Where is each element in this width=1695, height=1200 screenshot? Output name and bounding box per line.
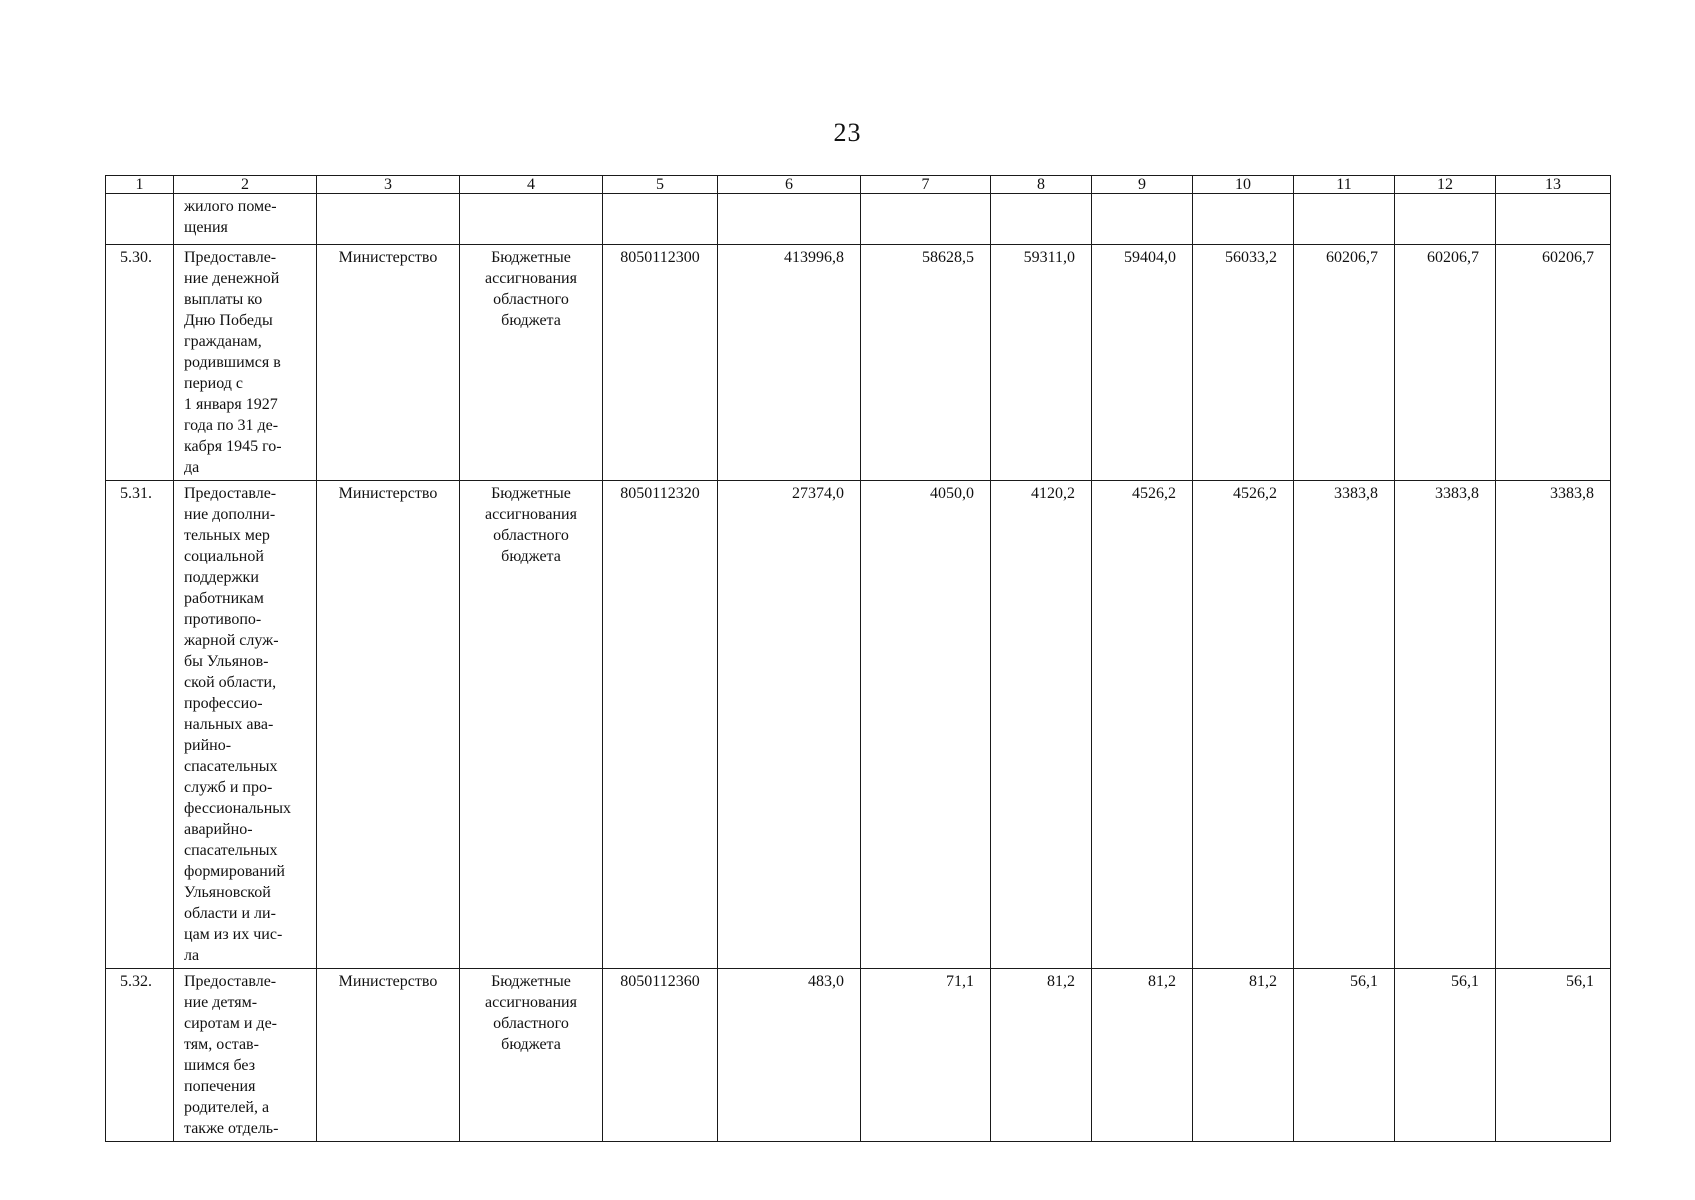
source-line: Бюджетные — [491, 249, 571, 266]
table-row — [106, 969, 1611, 1142]
name-line: цам из их чис- — [184, 926, 283, 943]
name-line: спасательных — [184, 842, 278, 859]
name-line: социальной — [184, 548, 264, 565]
value-cell: 59311,0 — [991, 245, 1092, 481]
name-line: Предоставле- — [184, 249, 277, 266]
code-cell: 8050112300 — [603, 245, 718, 481]
value-cell: 56,1 — [1496, 969, 1611, 1142]
name-line: да — [184, 459, 200, 476]
value-cell: 4120,2 — [991, 481, 1092, 969]
column-header: 9 — [1092, 176, 1193, 194]
name-line: выплаты ко — [184, 291, 263, 308]
name-line: Ульяновской — [184, 884, 271, 901]
name-line: аварийно- — [184, 821, 253, 838]
name-line: жарной служ- — [184, 632, 279, 649]
value-cell: 81,2 — [991, 969, 1092, 1142]
value-cell: 56,1 — [1395, 969, 1496, 1142]
source-cell — [460, 969, 603, 1142]
name-line: области и ли- — [184, 905, 276, 922]
row-number-cell: 5.30. — [106, 245, 174, 481]
name-line: родителей, а — [184, 1099, 270, 1116]
name-line: ла — [184, 947, 200, 964]
source-cell — [460, 481, 603, 969]
value-cell: 60206,7 — [1496, 245, 1611, 481]
name-line: шимся без — [184, 1057, 256, 1074]
name-line: бы Ульянов- — [184, 653, 269, 670]
name-line: спасательных — [184, 758, 278, 775]
value-cell: 483,0 — [718, 969, 861, 1142]
value-cell — [1092, 194, 1193, 245]
value-cell: 3383,8 — [1294, 481, 1395, 969]
column-header: 6 — [718, 176, 861, 194]
name-line: Дню Победы — [184, 312, 273, 329]
column-number-row — [106, 176, 1611, 194]
value-cell — [1294, 194, 1395, 245]
code-cell: 8050112360 — [603, 969, 718, 1142]
source-line: ассигнования — [485, 270, 577, 287]
source-line: бюджета — [501, 1036, 561, 1053]
source-cell — [460, 194, 603, 245]
executor-cell — [317, 194, 460, 245]
name-line: года по 31 де- — [184, 417, 279, 434]
value-cell — [1193, 194, 1294, 245]
name-line: фессиональных — [184, 800, 292, 817]
measure-name-cell — [174, 481, 317, 969]
source-line: областного — [493, 527, 569, 544]
name-line: также отдель- — [184, 1120, 279, 1137]
source-line: Бюджетные — [491, 973, 571, 990]
name-line: родившимся в — [184, 354, 281, 371]
row-number-cell: 5.31. — [106, 481, 174, 969]
name-line: противопо- — [184, 611, 262, 628]
value-cell: 56033,2 — [1193, 245, 1294, 481]
value-cell: 59404,0 — [1092, 245, 1193, 481]
name-line: профессио- — [184, 695, 263, 712]
name-line: Предоставле- — [184, 485, 277, 502]
name-line: Предоставле- — [184, 973, 277, 990]
value-cell: 60206,7 — [1294, 245, 1395, 481]
row-number-cell — [106, 194, 174, 245]
column-header: 5 — [603, 176, 718, 194]
measure-name-cell — [174, 245, 317, 481]
source-line: бюджета — [501, 312, 561, 329]
name-line: ние дополни- — [184, 506, 276, 523]
name-line: нальных ава- — [184, 716, 274, 733]
name-line: ние детям- — [184, 994, 258, 1011]
code-cell: 8050112320 — [603, 481, 718, 969]
name-line: период с — [184, 375, 244, 392]
table-row — [106, 481, 1611, 969]
name-line: жилого поме- — [184, 198, 277, 215]
name-line: гражданам, — [184, 333, 262, 350]
executor-cell: Министерство — [317, 481, 460, 969]
column-header: 11 — [1294, 176, 1395, 194]
code-cell — [603, 194, 718, 245]
value-cell: 60206,7 — [1395, 245, 1496, 481]
value-cell: 81,2 — [1193, 969, 1294, 1142]
page-number: 23 — [833, 118, 862, 147]
budget-table — [105, 175, 1611, 1142]
table-row — [106, 245, 1611, 481]
source-line: ассигнования — [485, 994, 577, 1011]
column-header: 12 — [1395, 176, 1496, 194]
name-line: сиротам и де- — [184, 1015, 277, 1032]
name-line: ской области, — [184, 674, 277, 691]
executor-cell: Министерство — [317, 245, 460, 481]
value-cell — [861, 194, 991, 245]
source-line: ассигнования — [485, 506, 577, 523]
name-line: тельных мер — [184, 527, 270, 544]
column-header: 8 — [991, 176, 1092, 194]
source-line: Бюджетные — [491, 485, 571, 502]
value-cell: 81,2 — [1092, 969, 1193, 1142]
name-line: тям, остав- — [184, 1036, 259, 1053]
value-cell: 27374,0 — [718, 481, 861, 969]
name-line: формирований — [184, 863, 285, 880]
value-cell: 58628,5 — [861, 245, 991, 481]
source-cell — [460, 245, 603, 481]
name-line: щения — [184, 219, 228, 236]
name-line: работникам — [184, 590, 264, 607]
column-header: 3 — [317, 176, 460, 194]
value-cell: 3383,8 — [1395, 481, 1496, 969]
name-line: поддержки — [184, 569, 259, 586]
name-line: служб и про- — [184, 779, 273, 796]
value-cell: 413996,8 — [718, 245, 861, 481]
table-row-continued — [106, 194, 1611, 245]
column-header: 4 — [460, 176, 603, 194]
column-header: 13 — [1496, 176, 1611, 194]
measure-name-cell — [174, 969, 317, 1142]
name-line: 1 января 1927 — [184, 396, 278, 413]
column-header: 10 — [1193, 176, 1294, 194]
column-header: 7 — [861, 176, 991, 194]
value-cell: 4526,2 — [1193, 481, 1294, 969]
name-line: рийно- — [184, 737, 232, 754]
column-header: 1 — [106, 176, 174, 194]
name-line: попечения — [184, 1078, 256, 1095]
column-header: 2 — [174, 176, 317, 194]
value-cell: 71,1 — [861, 969, 991, 1142]
source-line: бюджета — [501, 548, 561, 565]
value-cell — [1496, 194, 1611, 245]
row-number-cell: 5.32. — [106, 969, 174, 1142]
value-cell: 3383,8 — [1496, 481, 1611, 969]
value-cell — [991, 194, 1092, 245]
source-line: областного — [493, 1015, 569, 1032]
source-line: областного — [493, 291, 569, 308]
value-cell — [718, 194, 861, 245]
measure-name-cell — [174, 194, 317, 245]
executor-cell: Министерство — [317, 969, 460, 1142]
value-cell: 4526,2 — [1092, 481, 1193, 969]
value-cell: 4050,0 — [861, 481, 991, 969]
name-line: кабря 1945 го- — [184, 438, 282, 455]
name-line: ние денежной — [184, 270, 280, 287]
value-cell: 56,1 — [1294, 969, 1395, 1142]
value-cell — [1395, 194, 1496, 245]
